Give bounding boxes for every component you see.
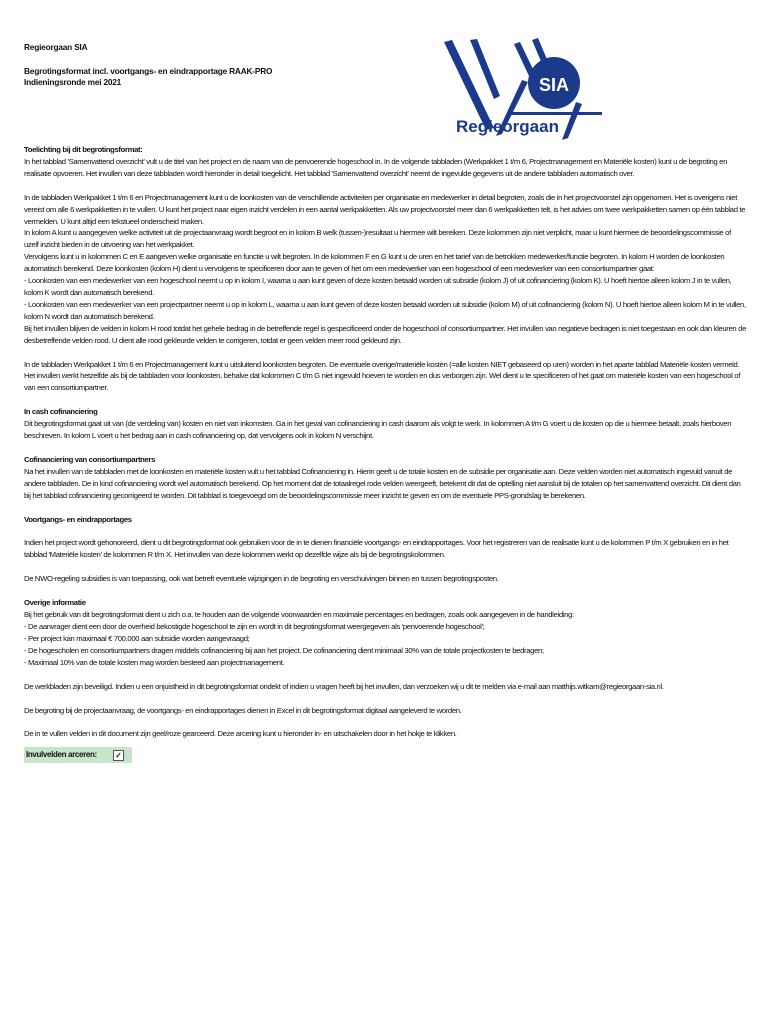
paragraph: De begroting bij de projectaanvraag, de voortgangs- en eindrapportages dienen in Excel in dit begrotingsformat digitaal aangeleverd te worden. bbox=[24, 705, 462, 715]
section-heading-overige: Overige informatie bbox=[24, 598, 86, 608]
section-heading-toelichting: Toelichting bij dit begrotingsformat: bbox=[24, 145, 143, 154]
paragraph: In de tabbladen Werkpakket 1 t/m 6 en Projectmanagement kunt u uitsluitend loonkosten begroten. De eventuele overige/materiële kosten (=alle kosten NIET gebaseerd op uren) worden in het aparte tabblad Materiële kosten vermeld. Het invullen werkt hetzelfde als bij de tabbladen voor loonkosten, behalve dat kolommen C t/m G niet ingevuld hoeven te worden en dus verborgen zijn. Wel dient u te specificeren of het gaat om materiële kosten van een hogeschool of van een consortiumpartner. bbox=[24, 359, 740, 393]
shading-toggle-label: Invulvelden arceren: bbox=[26, 750, 97, 760]
paragraph: Bij het invullen blijven de velden in kolom H rood totdat het gehele bedrag in de betreffende regel is gespecificeerd onder de hogeschool of consortiumpartner. Het invullen van negatieve bedragen is niet toegestaan en ook dan kleuren de desbetreffende velden rood. U dient alle rood gekleurde velden te corrigeren, totdat er geen velden meer rood gekleurd zijn. bbox=[24, 323, 746, 345]
list-item: - Per project kan maximaal € 700.000 aan subsidie worden aangevraagd; bbox=[24, 633, 250, 643]
paragraph: In kolom A kunt u aangegeven welke activiteit uit de projectaanvraag wordt begroot en in kolom B welk (tussen-)resultaat u hiermee wilt bereiken. Deze kolommen zijn niet verplicht, maar u kunt hiermee de beoordelingscommissie of uzelf inzicht bieden in de uitvoering van het werkpakket. bbox=[24, 228, 731, 250]
document-header bbox=[24, 42, 424, 88]
document-body bbox=[24, 144, 746, 763]
section-heading-cofinanciering: Cofinanciering van consortiumpartners bbox=[24, 454, 156, 464]
logo-regieorgaan-text: Regieorgaan bbox=[456, 117, 559, 136]
list-item: - Loonkosten van een medewerker van een projectpartner neemt u op in kolom L, waarna u aan kunt geven of deze kosten betaald worden uit subsidie (kolom M) of uit cofinanciering (kolom N). U hoeft hiertoe alleen kolom M in te vullen, kolom N wordt dan automatisch berekend. bbox=[24, 299, 746, 321]
list-item: - De aanvrager dient een door de overheid bekostigde hogeschool te zijn en wordt in dit begrotingsformat weergegeven als 'penvoerende hogeschool'; bbox=[24, 622, 485, 631]
paragraph: De werkbladen zijn beveiligd. Indien u een onjuistheid in dit begrotingsformat ondekt of indien u vragen heeft bij het invullen, dan verzoeken wij u dit te melden via e-mail aan matthijs.witkam@regieorgaan-sia.nl. bbox=[24, 681, 664, 691]
paragraph: De NWO-regeling subsidies is van toepassing, ook wat betreft eventuele wijzigingen in de begroting en verschuivingen binnen en tussen begrotingsposten. bbox=[24, 574, 499, 584]
paragraph: In de tabbladen Werkpakket 1 t/m 6 en Projectmanagement kunt u de loonkosten van de verschillende activiteiten per organisatie en medewerker in detail begroten, zoals die in het projectvoorstel zijn opgenomen. Het is overigens niet vereist om alle 6 werkpakketten in te vullen. U kunt het project naar eigen inzicht verdelen in een aantal werkpakketten. Als uw projectvoorstel meer dan 6 werkpakketten telt, is het advies om twee werkpakketten samen op één tabblad te vermelden. U kunt altijd een tekstueel onderscheid maken. bbox=[24, 192, 746, 226]
paragraph: Indien het project wordt gehonoreerd, dient u dit begrotingsformat ook gebruiken voor de in te dienen financiële voortgangs- en eindrapportages. Voor het registreren van de realisatie kunt u de kolommen P t/m X gebruiken en in het tabblad 'Materiële kosten' de kolommen R t/m X. Het invullen van deze kolommen werkt op dezelfde wijze als bij de begrotingskolommen. bbox=[24, 538, 729, 560]
list-item: - Loonkosten van een medewerker van een hogeschool neemt u op in kolom I, waarna u aan kunt geven of deze kosten betaald worden uit subsidie (kolom J) of uit cofinanciering (kolom K). U hoeft hiertoe alleen kolom J in te vullen, kolom K wordt dan automatisch berekend. bbox=[24, 276, 732, 297]
paragraph: Vervolgens kunt u in kolommen C en E aangeven welke organisatie en functie u wilt begroten. In de kolommen F en G kunt u de uren en het tarief van de betrokken medewerker/functie begroten. In kolom H worden de loonkosten automatisch berekend. Deze loonkosten (kolom H) dient u vervolgens te specificeren door aan te geven of het om een medewerker van een hogeschool of een medewerker van een consortiumpartner gaat: bbox=[24, 252, 725, 274]
logo-bar bbox=[508, 112, 602, 115]
list-item: - Maximaal 10% van de totale kosten mag worden besteed aan projectmanagement. bbox=[24, 657, 285, 667]
document-title: Begrotingsformat incl. voortgangs- en eindrapportage RAAK-PRO bbox=[24, 66, 273, 76]
section-heading-voortgang: Voortgangs- en eindrapportages bbox=[24, 514, 132, 524]
logo-stroke-6 bbox=[562, 102, 582, 140]
logo-sia-text: SIA bbox=[539, 75, 570, 95]
shading-toggle-row bbox=[24, 747, 132, 763]
paragraph: Dit begrotingsformat gaat uit van (de verdeling van) kosten en niet van inkomsten. Ga in het geval van cofinanciering in cash daarom als volgt te werk. In kolommen A t/m G voert u de kosten op die u hiermee betaalt, zoals hierboven beschreven. In kolom L voert u het bedrag aan in cash cofinanciering op, dat vervolgens ook in kolom N verschijnt. bbox=[24, 419, 732, 441]
sia-logo bbox=[430, 36, 602, 142]
paragraph: Bij het gebruik van dit begrotingsformat dient u zich o.a. te houden aan de volgende voorwaarden en maximale percentages en bedragen, zoals ook aangegeven in de handleiding: bbox=[24, 610, 574, 620]
shading-checkbox[interactable]: ✓ bbox=[113, 750, 124, 761]
list-item: - De hogescholen en consortiumpartners dragen middels cofinanciering bij aan het project. De cofinanciering dient minimaal 30% van de totale projectkosten te bedragen; bbox=[24, 645, 544, 655]
organization-name: Regieorgaan SIA bbox=[24, 42, 88, 52]
section-heading-incash: In cash cofinanciering bbox=[24, 407, 98, 417]
submission-round: Indieningsronde mei 2021 bbox=[24, 77, 122, 87]
paragraph: Na het invullen van de tabbladen met de loonkosten en materiële kosten vult u het tabblad Cofinanciering in. Hierin geeft u de totale kosten en de subsidie per organisatie aan. Deze velden worden niet automatisch ingevuld vanuit de andere tabbladen. De in kind cofinanciering wordt wel automatisch berekend. Op het moment dat de totaalregel rode velden weergeeft, betekent dit dat de optelling niet aansluit bij de totalen op het samenvattend overzicht. Dit dient dan bij het tabblad cofinanciering gecorrigeerd te worden. Dit tabblad is toegevoegd om de beoordelingscommissie meer inzicht te geven en om de eventuele PPS-grondslag te berekenen. bbox=[24, 466, 741, 500]
paragraph: In het tabblad 'Samenvattend overzicht' vult u de titel van het project en de naam van de penvoerende hogeschool in. In de volgende tabbladen (Werkpakket 1 t/m 6, Projectmanagement en Materiële kosten) kunt u de begroting en realisatie opvoeren. Het invullen van deze tabbladen wordt hieronder in detail toegelicht. Het tabblad 'Samenvattend overzicht' neemt de ingevulde gegevens uit de andere tabbladen automatisch over. bbox=[24, 156, 728, 178]
paragraph: De in te vullen velden in dit document zijn geel/roze gearceerd. Deze arcering kunt u hieronder in- en uitschakelen door in het hokje te klikken. bbox=[24, 729, 457, 739]
